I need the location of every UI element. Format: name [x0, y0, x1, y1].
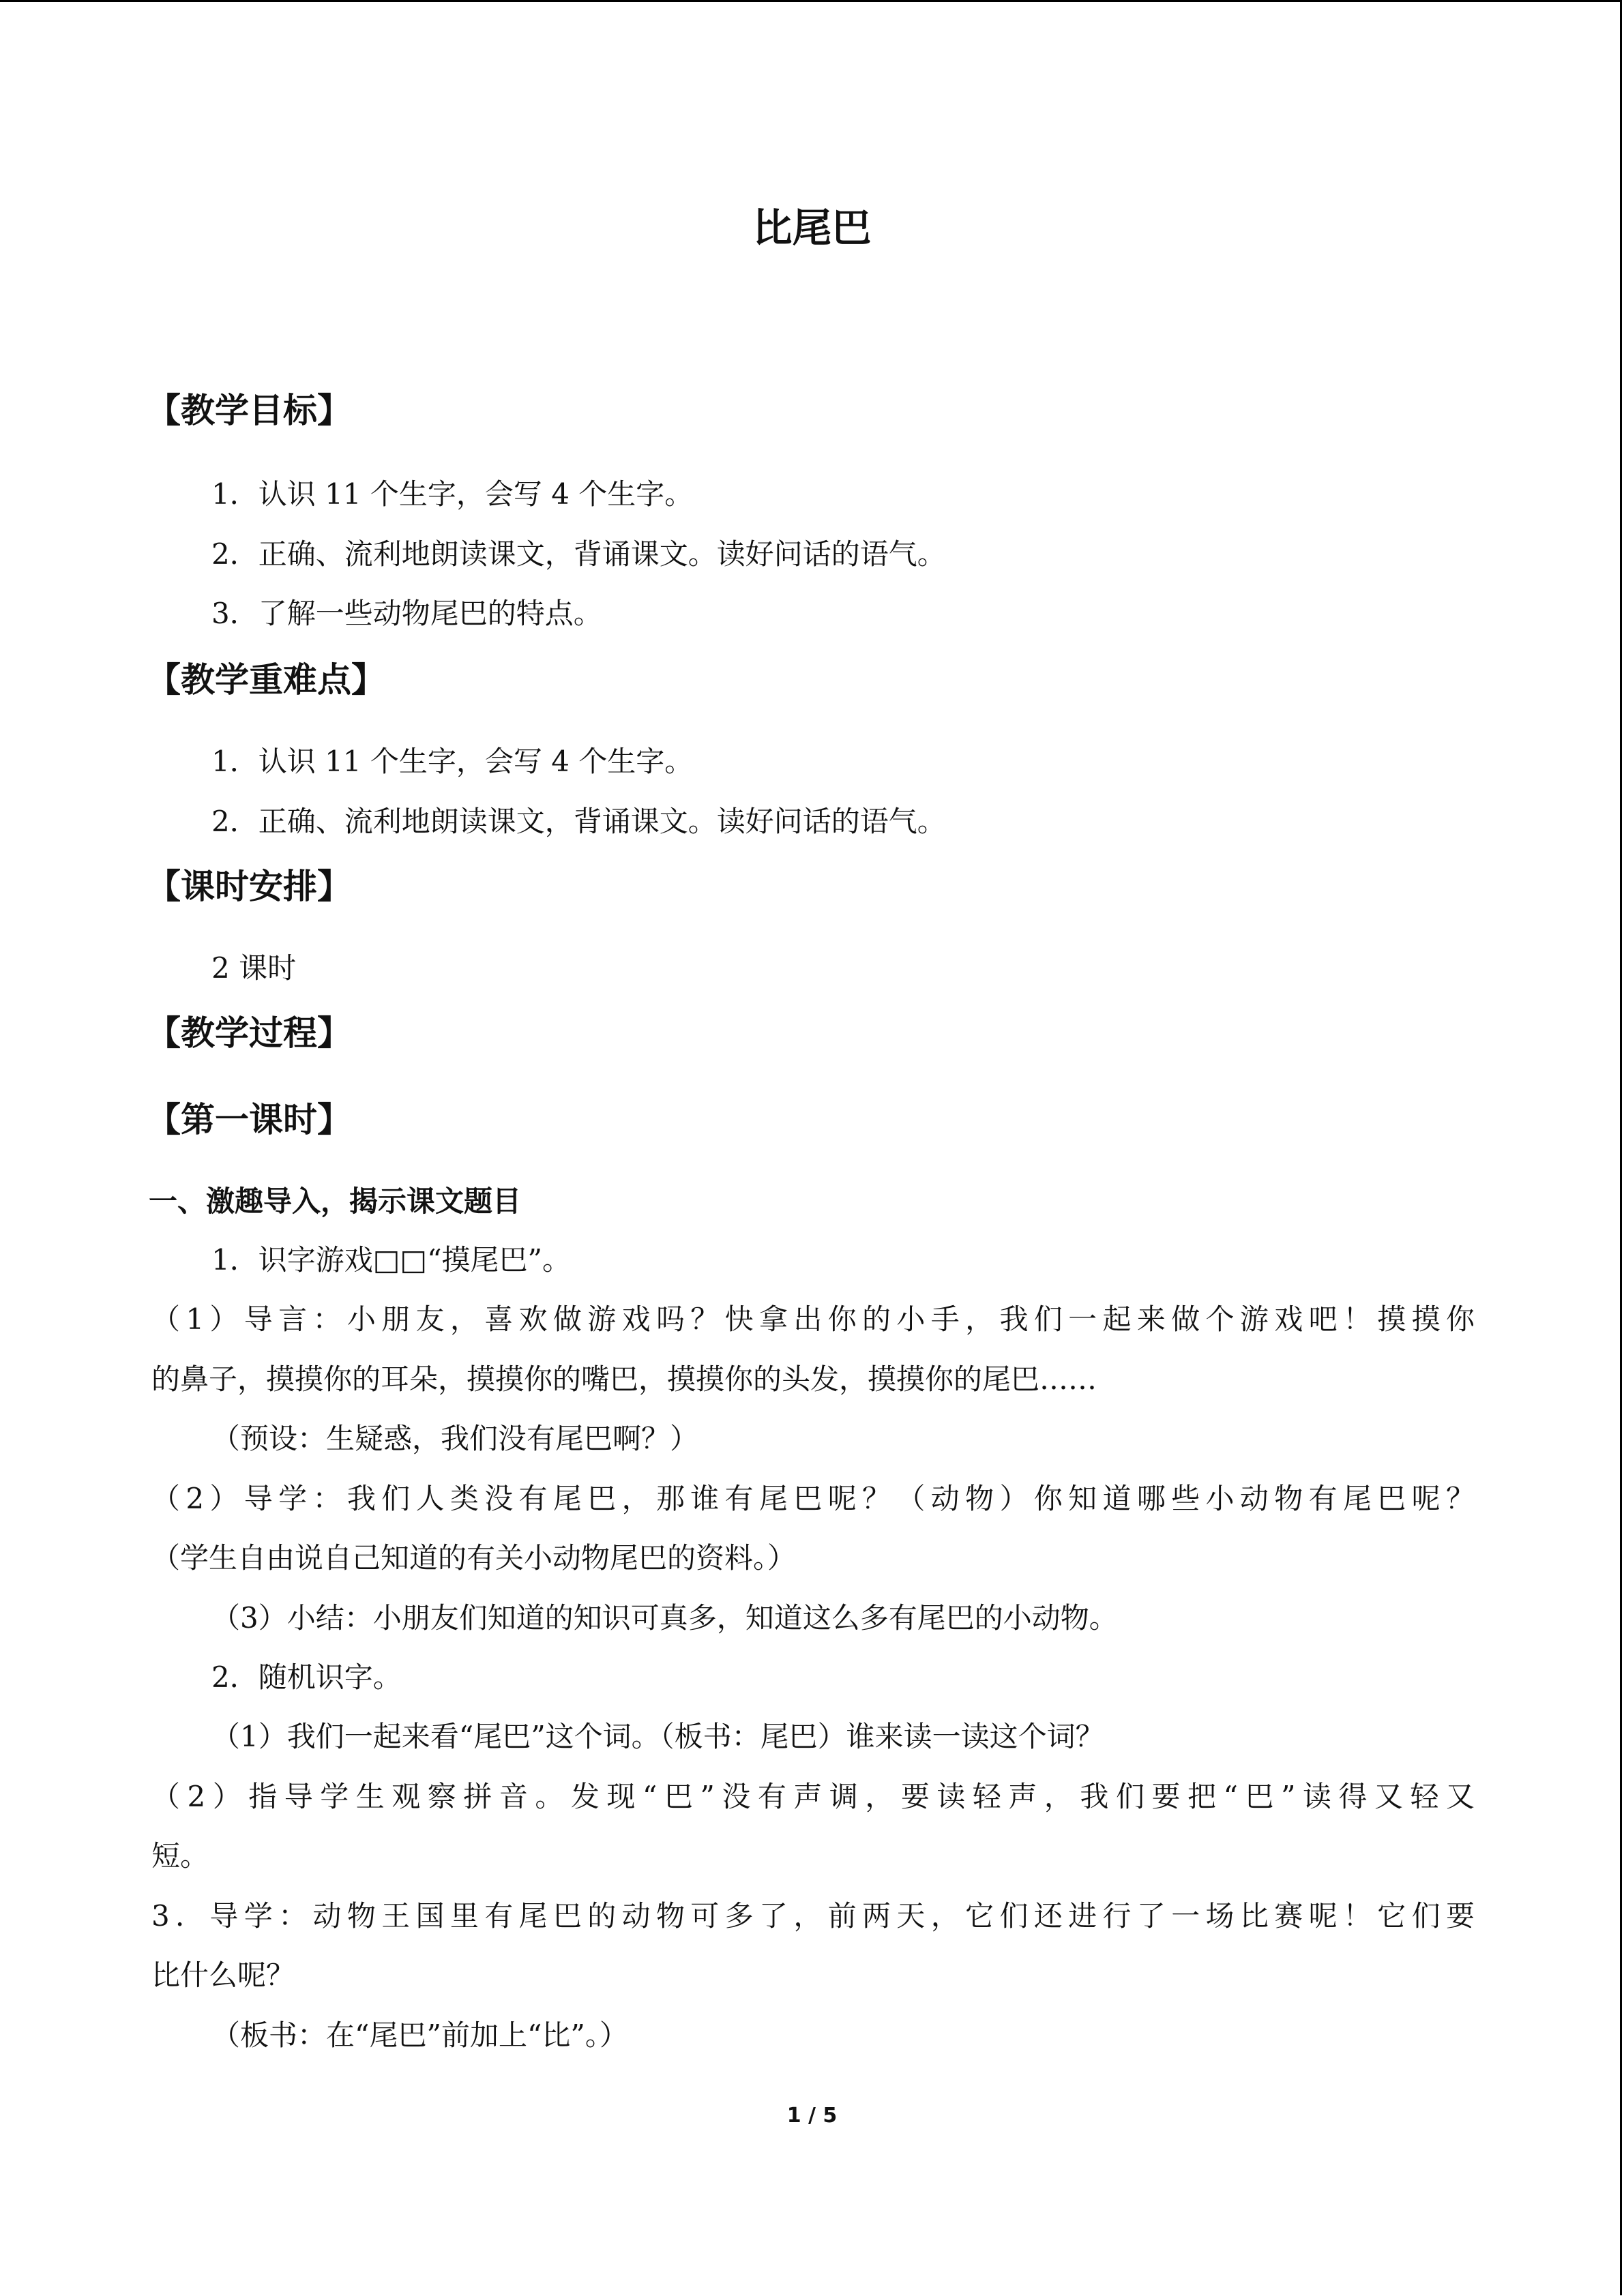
paragraph-line: 2．随机识字。: [211, 1660, 402, 1694]
paragraph-line: （学生自由说自己知道的有关小动物尾巴的资料。）: [151, 1541, 797, 1575]
document-title: 比尾巴: [752, 205, 872, 251]
heading-process: 【教学过程】: [147, 1013, 351, 1053]
paragraph-line: 短。: [151, 1839, 209, 1873]
key-point-item-1: 1．认识 11 个生字，会写 4 个生字。: [211, 745, 694, 778]
paragraph-line: 的鼻子，摸摸你的耳朵，摸摸你的嘴巴，摸摸你的头发，摸摸你的尾巴……: [151, 1362, 1097, 1396]
heading-lesson-one: 【第一课时】: [147, 1100, 351, 1139]
heading-schedule: 【课时安排】: [147, 867, 351, 906]
objective-item-1: 1．认识 11 个生字，会写 4 个生字。: [211, 477, 694, 511]
paragraph-line: （1）我们一起来看“尾巴”这个词。（板书：尾巴）谁来读一读这个词？: [211, 1720, 1104, 1753]
objective-item-3: 3．了解一些动物尾巴的特点。: [211, 597, 602, 630]
paragraph-line: （预设：生疑惑，我们没有尾巴啊？）: [211, 1422, 699, 1455]
paragraph-line: 1．识字游戏□□“摸尾巴”。: [211, 1243, 572, 1277]
paragraph-line: 3．导学：动物王国里有尾巴的动物可多了，前两天，它们还进行了一场比赛呢！它们要: [151, 1899, 1475, 1933]
key-point-item-2: 2．正确、流利地朗读课文，背诵课文。读好问话的语气。: [211, 805, 946, 838]
objective-item-2: 2．正确、流利地朗读课文，背诵课文。读好问话的语气。: [211, 537, 946, 571]
paragraph-line: （1）导言：小朋友，喜欢做游戏吗？快拿出你的小手，我们一起来做个游戏吧！摸摸你: [151, 1302, 1475, 1336]
paragraph-line: （2）指导学生观察拼音。发现“巴”没有声调，要读轻声，我们要把“巴”读得又轻又: [151, 1780, 1475, 1813]
paragraph-line: （板书：在“尾巴”前加上“比”。）: [211, 2018, 628, 2052]
paragraph-line: 比什么呢？: [151, 1958, 295, 1992]
heading-objectives: 【教学目标】: [147, 391, 351, 430]
paragraph-line: （2）导学：我们人类没有尾巴，那谁有尾巴呢？（动物）你知道哪些小动物有尾巴呢？: [151, 1482, 1475, 1515]
heading-key-points: 【教学重难点】: [147, 660, 385, 700]
page-number: 1 / 5: [786, 2104, 838, 2128]
schedule-text: 2 课时: [211, 951, 297, 985]
paragraph-line: （3）小结：小朋友们知道的知识可真多，知道这么多有尾巴的小动物。: [211, 1601, 1118, 1635]
part-one-heading: 一、激趣导入，揭示课文题目: [149, 1184, 522, 1218]
